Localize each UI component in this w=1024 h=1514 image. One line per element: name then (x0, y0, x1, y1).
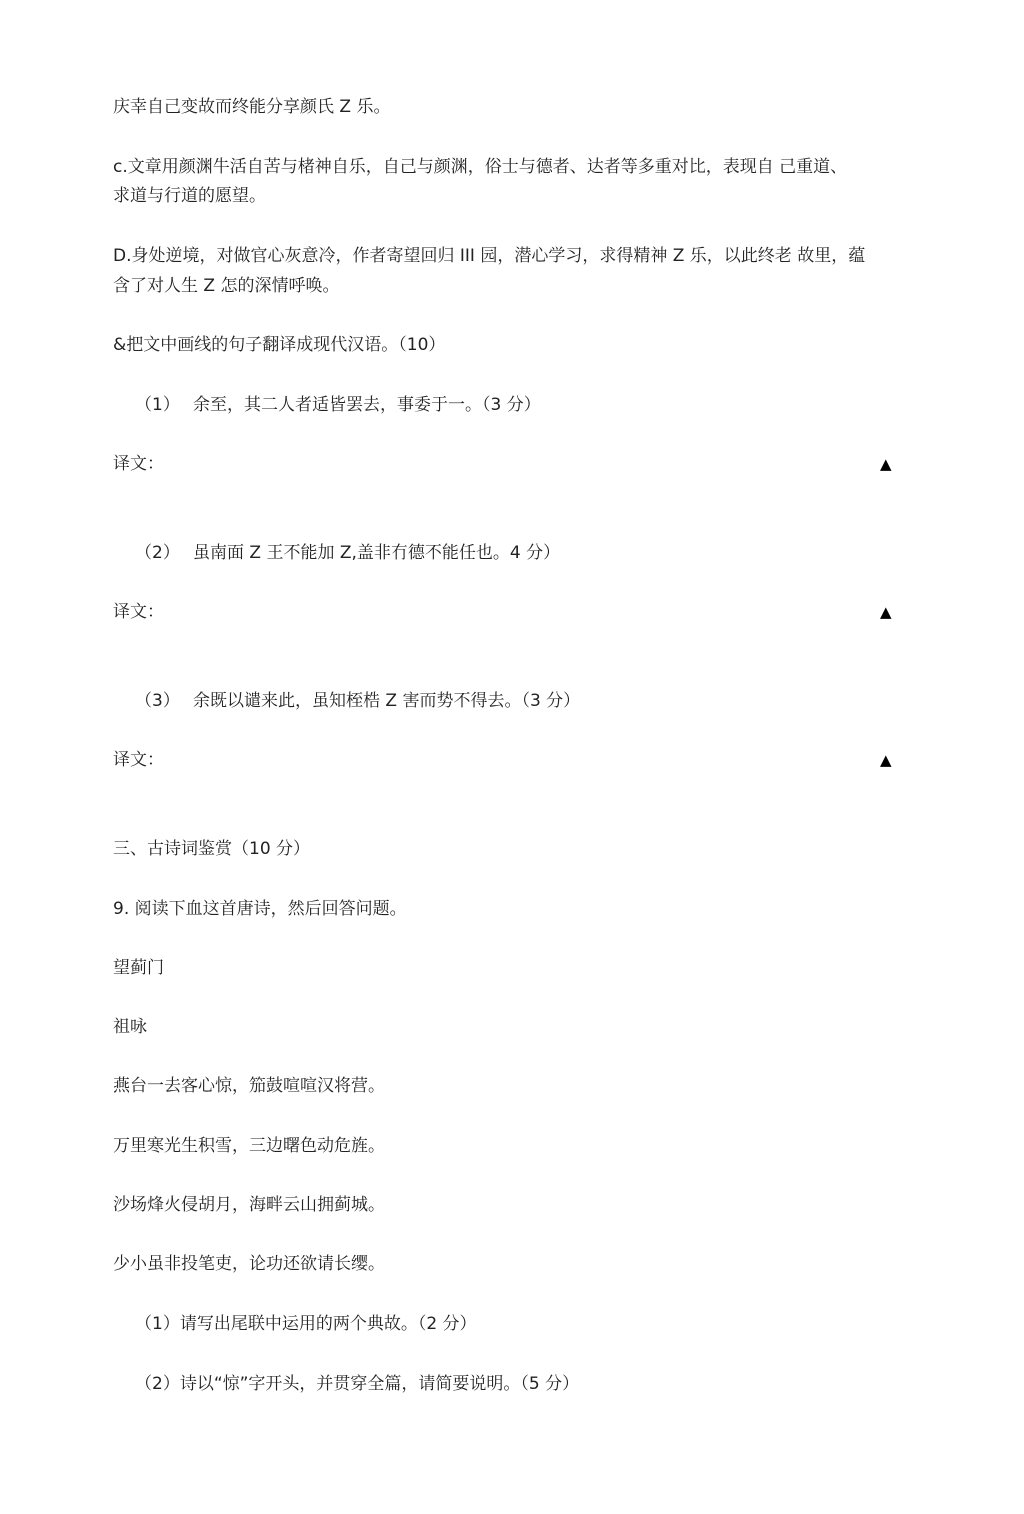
option-d-line2: 含了对人生 Z 怎的深情呼唤。 (113, 276, 340, 296)
question-9-intro: 9. 阅读下血这首唐诗，然后回答问题。 (113, 899, 407, 919)
question-8-heading: &把文中画线的句子翻译成现代汉语。（10） (113, 335, 446, 355)
answer-label-2: 译文： (113, 602, 164, 622)
translation-item-1 (135, 390, 541, 420)
poem-author: 祖咏 (113, 1017, 147, 1037)
item-number: （2） (135, 543, 180, 563)
answer-label-3: 译文： (113, 750, 164, 770)
translation-item-3 (135, 686, 580, 716)
poem-title: 望蓟门 (113, 958, 164, 978)
answer-label-1: 译文： (113, 454, 164, 474)
sub-question-2: （2）诗以“惊”字开头，并贯穿全篇，请简要说明。（5 分） (135, 1374, 580, 1394)
option-c-line2: 求道与行道的愿望。 (113, 186, 266, 206)
item-sentence: 余既以谴来此，虽知桎梏 Z 害而势不得去。（3 分） (193, 691, 581, 711)
triangle-marker-icon: ▲ (880, 603, 892, 621)
poem-line: 少小虽非投笔吏，论功还欲请长缨。 (113, 1254, 385, 1274)
item-number: （1） (135, 395, 180, 415)
triangle-marker-icon: ▲ (880, 455, 892, 473)
item-number: （3） (135, 691, 180, 711)
section-3-heading: 三、古诗词鉴赏（10 分） (113, 839, 311, 859)
item-sentence: 虽南面 Z 王不能加 Z,盖非冇德不能任也。4 分） (193, 543, 561, 563)
item-sentence: 余至，其二人者适皆罢去，事委于一。（3 分） (193, 395, 541, 415)
poem-line: 万里寒光生积雪，三边曙色动危旌。 (113, 1136, 385, 1156)
option-d-line1: D.身处逆境，对做官心灰意冷，作者寄望回归 III 园，潜心学习，求得精神 Z 乐，以此终老 故里，蕴 (113, 246, 866, 266)
translation-item-2 (135, 538, 560, 568)
option-c-line1: c.文章用颜渊牛活自苦与楮神自乐，自己与颜渊，俗士与德者、达者等多重对比，表现自 己重道、 (113, 157, 848, 177)
poem-line: 燕台一去客心惊，笳鼓喧喧汉将营。 (113, 1076, 385, 1096)
triangle-marker-icon: ▲ (880, 751, 892, 769)
paragraph-b-end: 庆幸自己变故而终能分享颜氏 Z 乐。 (113, 97, 391, 117)
sub-question-1: （1）请写出尾联中运用的两个典故。（2 分） (135, 1314, 477, 1334)
poem-line: 沙场烽火侵胡月，海畔云山拥蓟城。 (113, 1195, 385, 1215)
